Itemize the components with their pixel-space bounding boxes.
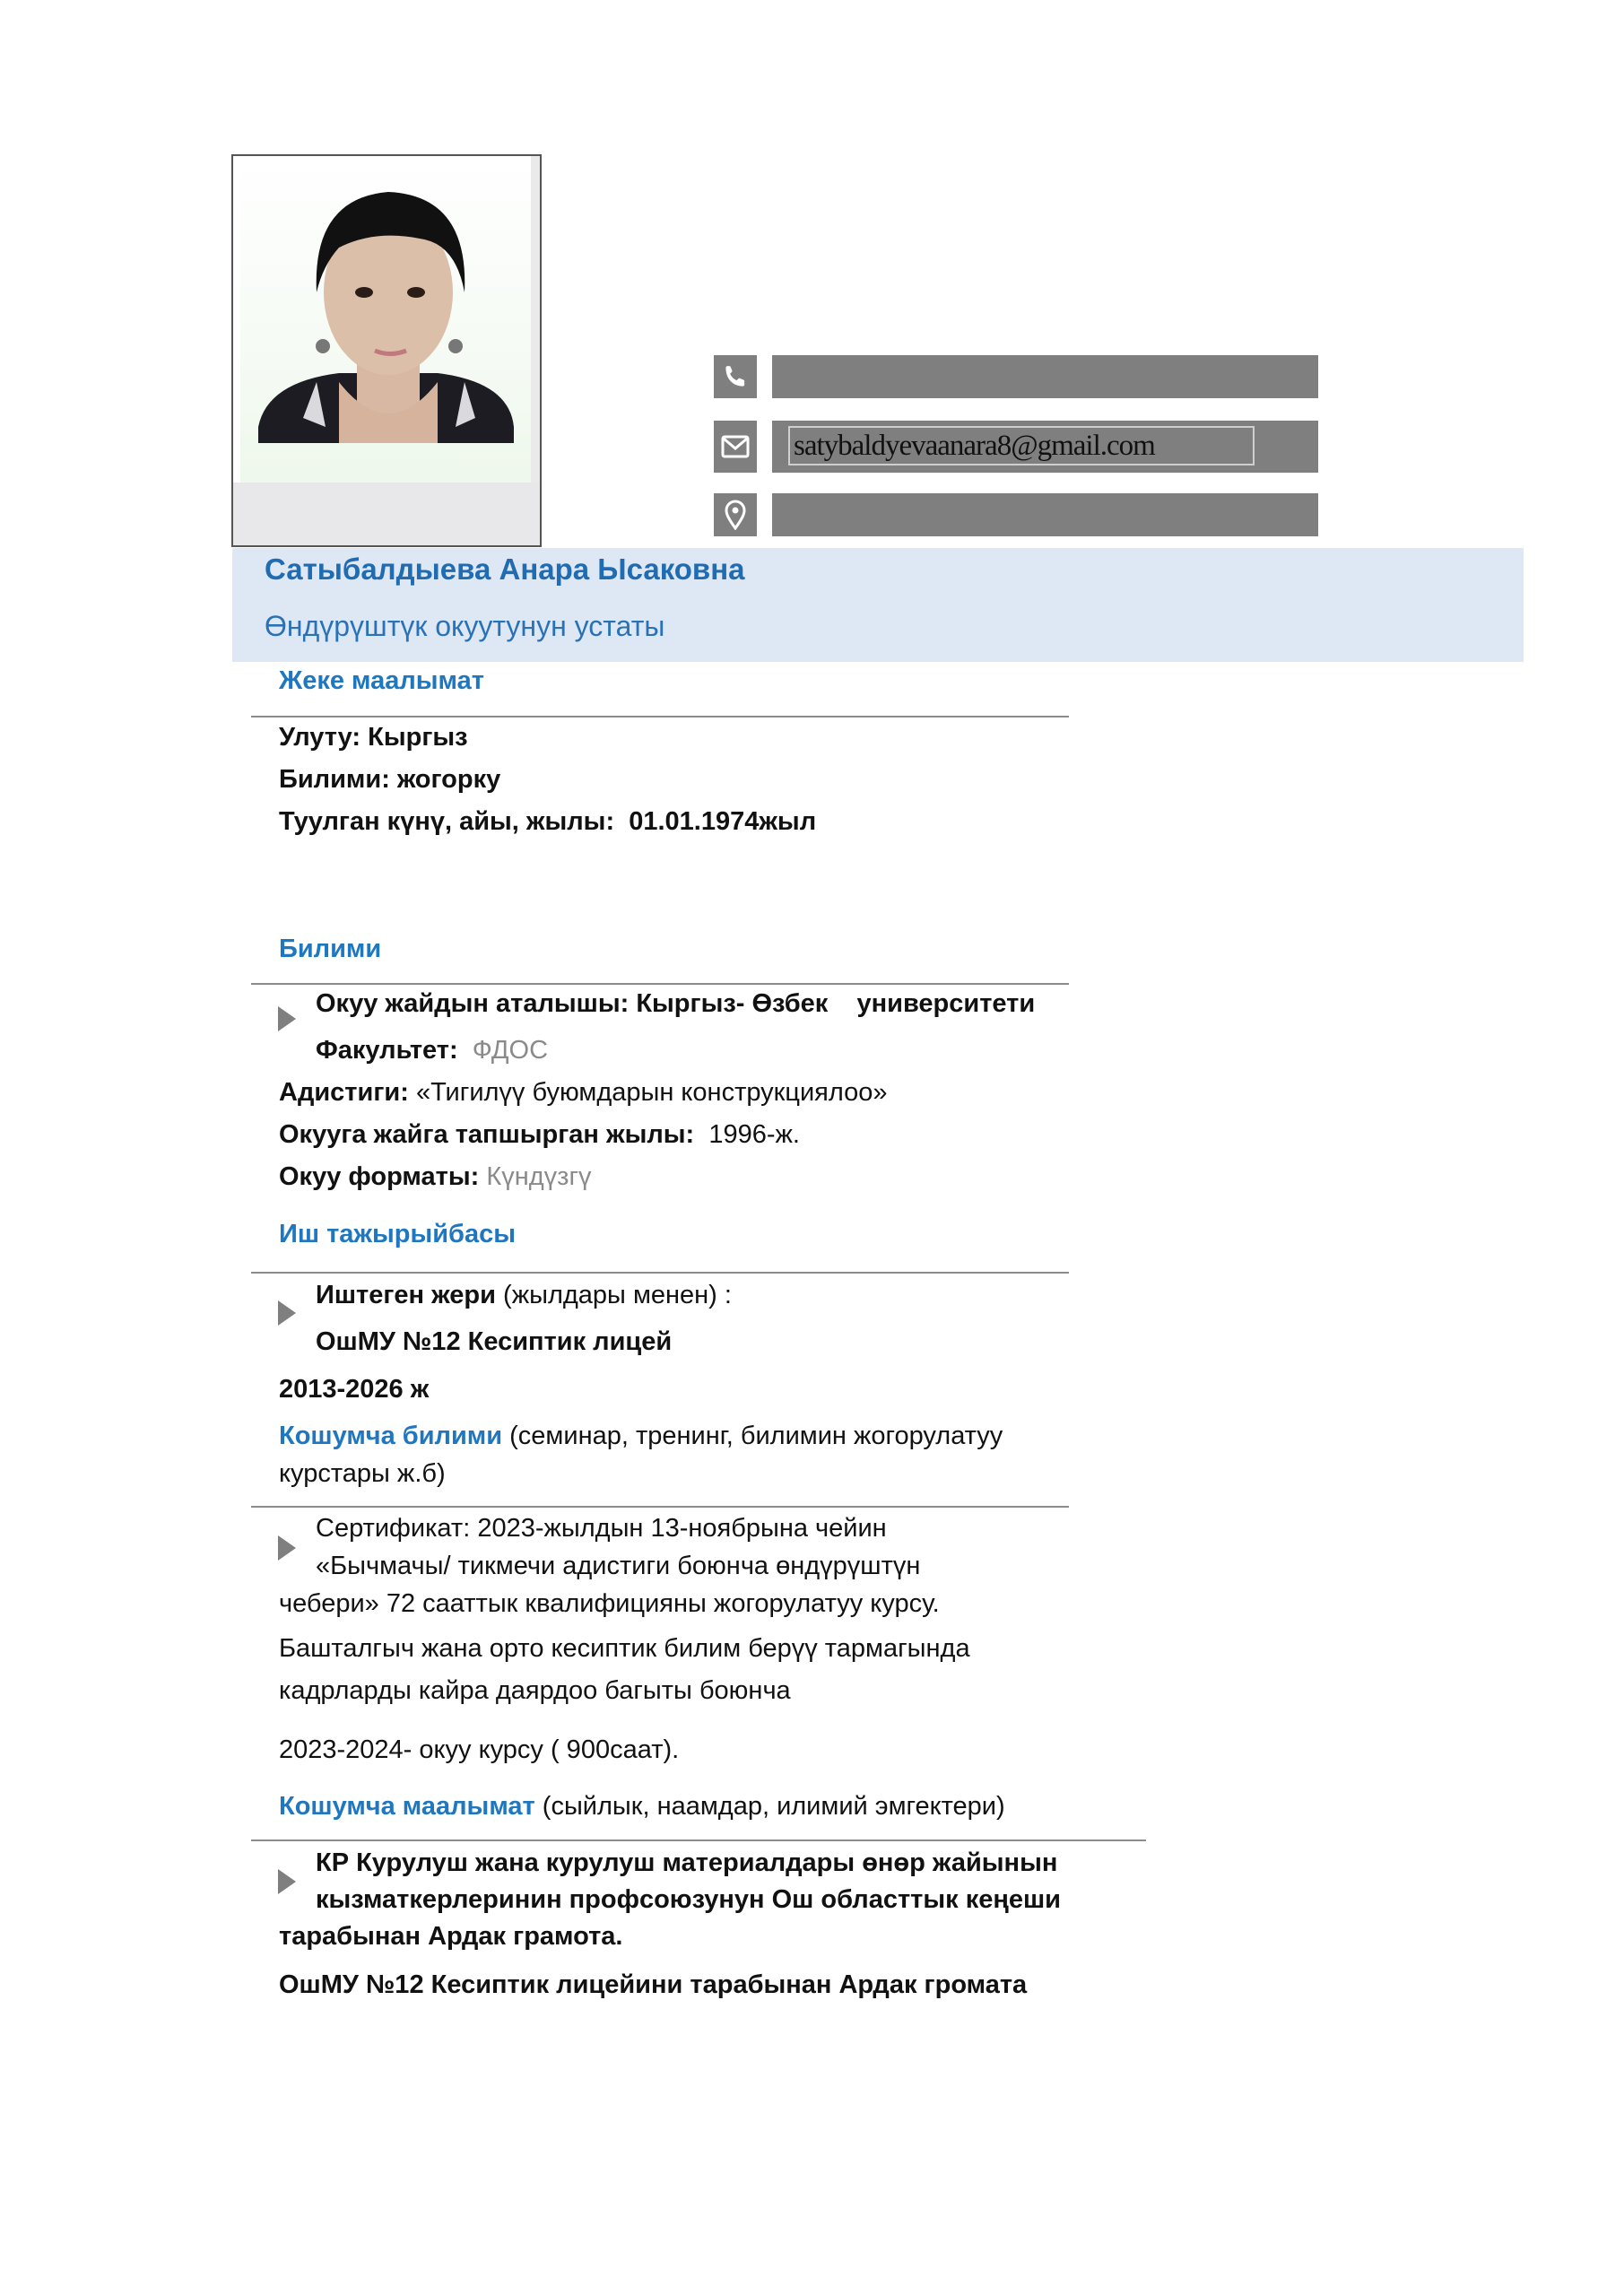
faculty-value: ФДОС bbox=[472, 1036, 549, 1065]
bullet-triangle-icon bbox=[278, 1006, 296, 1031]
bullet-triangle-icon bbox=[278, 1300, 296, 1326]
certificate-line-3: чебери» 72 сааттык квалифицияны жогорулатуу курсу. bbox=[279, 1589, 940, 1618]
certificate-line-1: Сертификат: 2023-жылдын 13-ноябрына чейин bbox=[316, 1514, 887, 1543]
portrait-image bbox=[240, 158, 533, 490]
section-title-personal: Жеке маалымат bbox=[279, 666, 484, 695]
additional-info-note: (сыйлык, наамдар, илимий эмгектери) bbox=[542, 1792, 1005, 1821]
photo-edge bbox=[531, 156, 540, 490]
education-level-label: Билими: bbox=[279, 765, 390, 794]
institution-row bbox=[316, 989, 1035, 1019]
faculty-row bbox=[316, 1036, 548, 1065]
nationality-label: Улуту: bbox=[279, 723, 361, 752]
specialty-row bbox=[279, 1078, 888, 1108]
workplace-label: Иштеген жери bbox=[316, 1281, 496, 1309]
admission-year-value: 1996-ж. bbox=[708, 1120, 800, 1149]
section-title-additional-info: Кошумча маалымат bbox=[279, 1792, 535, 1821]
admission-year-row bbox=[279, 1120, 800, 1150]
institution-value: Кыргыз- Өзбек университети bbox=[636, 989, 1036, 1018]
job-title: Өндүрүштүк окуутунун устаты bbox=[265, 610, 665, 642]
retraining-line-3: 2023-2024- окуу курсу ( 900саат). bbox=[279, 1735, 680, 1764]
faculty-label: Факультет: bbox=[316, 1036, 458, 1065]
education-level-row bbox=[279, 765, 500, 795]
birth-date-value: 01.01.1974жыл bbox=[629, 807, 817, 836]
section-title-additional-education: Кошумча билими bbox=[279, 1422, 503, 1450]
additional-education-note-cont: курстары ж.б) bbox=[279, 1459, 446, 1488]
specialty-label: Адистиги: bbox=[279, 1078, 409, 1107]
birth-date-row bbox=[279, 807, 816, 837]
study-format-row bbox=[279, 1162, 592, 1192]
location-pin-icon bbox=[714, 493, 757, 536]
additional-education-heading bbox=[279, 1422, 1003, 1451]
additional-education-note: (семинар, тренинг, билимин жогорулатуу bbox=[509, 1422, 1003, 1450]
bullet-triangle-icon bbox=[278, 1869, 296, 1894]
workplace-note: (жылдары менен) : bbox=[503, 1281, 732, 1309]
admission-year-label: Окууга жайга тапшырган жылы: bbox=[279, 1120, 695, 1149]
specialty-value: «Тигилүү буюмдарын конструкциялоо» bbox=[415, 1078, 888, 1107]
person-name: Сатыбалдыева Анара Ысаковна bbox=[265, 552, 745, 586]
address-field bbox=[772, 493, 1318, 536]
education-level-value: жогорку bbox=[396, 765, 501, 794]
award-1-line-1: КР Курулуш жана курулуш материалдары өнөр жайынын bbox=[316, 1848, 1058, 1877]
retraining-line-2: кадрларды кайра даярдоо багыты боюнча bbox=[279, 1676, 791, 1705]
email-field bbox=[772, 421, 1318, 473]
bullet-triangle-icon bbox=[278, 1535, 296, 1561]
mail-icon bbox=[714, 421, 757, 473]
section-title-experience: Иш тажырыйбасы bbox=[279, 1220, 516, 1248]
profile-photo bbox=[231, 154, 542, 547]
certificate-line-2: «Бычмачы/ тикмечи адистиги боюнча өндүрүштүн bbox=[316, 1552, 921, 1580]
photo-footer bbox=[233, 483, 540, 545]
work-years: 2013-2026 ж bbox=[279, 1375, 430, 1404]
section-title-education: Билими bbox=[279, 935, 382, 963]
workplace-value: ОшМУ №12 Кесиптик лицей bbox=[316, 1327, 673, 1356]
phone-field bbox=[772, 355, 1318, 398]
award-1-line-3: тарабынан Ардак грамота. bbox=[279, 1922, 623, 1951]
phone-icon bbox=[714, 355, 757, 398]
retraining-line-1: Башталгыч жана орто кесиптик билим берүү тармагында bbox=[279, 1634, 970, 1663]
section-divider bbox=[251, 1506, 1069, 1508]
section-divider bbox=[251, 1839, 1146, 1841]
additional-info-heading bbox=[279, 1792, 1005, 1822]
photo-background bbox=[240, 158, 533, 490]
section-divider bbox=[251, 1272, 1069, 1274]
email-link[interactable]: satybaldyevaanara8@gmail.com bbox=[788, 426, 1255, 465]
birth-date-label: Туулган күнү, айы, жылы: bbox=[279, 807, 615, 836]
workplace-row bbox=[316, 1281, 732, 1310]
section-divider bbox=[251, 983, 1069, 985]
institution-label: Окуу жайдын аталышы: bbox=[316, 989, 630, 1018]
study-format-label: Окуу форматы: bbox=[279, 1162, 480, 1191]
award-2: ОшМУ №12 Кесиптик лицейини тарабынан Ардак громата bbox=[279, 1970, 1028, 1999]
section-divider bbox=[251, 716, 1069, 718]
study-format-value: Күндүзгү bbox=[486, 1162, 592, 1191]
nationality-row bbox=[279, 723, 468, 752]
award-1-line-2: кызматкерлеринин профсоюзунун Ош областтык кеңеши bbox=[316, 1885, 1062, 1914]
nationality-value: Кыргыз bbox=[368, 723, 468, 752]
